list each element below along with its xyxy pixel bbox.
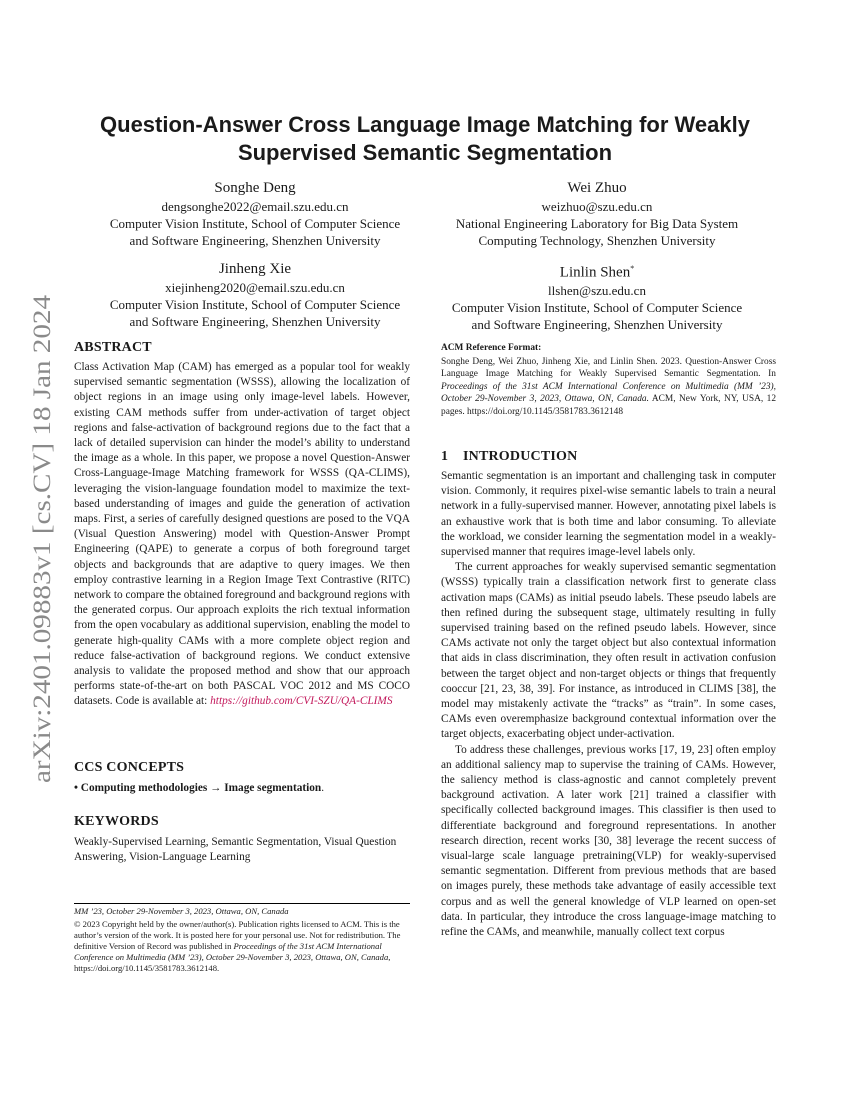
author-affiliation-line-2: and Software Engineering, Shenzhen University [471,317,723,333]
ccs-item: Computing methodologies [80,782,208,794]
paper-title: Question-Answer Cross Language Image Matching for Weakly Supervised Semantic Segmentation [100,112,750,165]
footnote-doi: , https://doi.org/10.1145/3581783.3612148. [74,952,391,973]
footnote-venue: MM ’23, October 29-November 3, 2023, Ottawa, ON, Canada [74,906,289,916]
ccs-arrow: → [210,782,222,794]
intro-paragraph-3: To address these challenges, previous works [17, 19, 23] often employ an additional saliency map to supervise the training of CAMs. However, the saliency method is class-agnostic and cannot completely prevent background activation. A later work [21] trained a classifier with specifically collected background images. This classifier is then used to differentiate background and foreground representations. In another research direction, recent works [30, 38] leverage the recent success of visual-large scale language pretraining(VLP) for weakly-supervised semantic segmentation. Different from previous methods that are based on images purely, these methods take advantage of easily accessible text corpus and as well the general knowledge of VLP learned on open-set data. In particular, they introduce the cross language-image matching to refine the CAMs, and meanwhile, manually collect text corpus [441,743,776,939]
author-name: Linlin Shen [559,264,631,281]
code-link[interactable]: https://github.com/CVI-SZU/QA-CLIMS [210,695,393,708]
author-affiliation-line-2: and Software Engineering, Shenzhen University [129,314,381,329]
footnote-proceedings: Proceedings of the 31st ACM International Conference on Multimedia (MM ’23), October 29-November 3, 2023, Ottawa, ON, Canada [74,941,389,962]
acm-reference [441,343,776,418]
acm-reference-citation: Songhe Deng, Wei Zhuo, Jinheng Xie, and Linlin Shen. 2023. Question-Answer Cross Language Image Matching for Weakly Supervised Semantic Segmentation. In [441,357,776,380]
ccs-end: . [321,782,325,794]
acm-reference-proceedings: Proceedings of the 31st ACM International Conference on Multimedia (MM ’23), October 29-November 3, 2023, Ottawa, ON, Canada. [441,381,776,405]
abstract-section [74,339,410,710]
ccs-bullet: • [74,782,78,794]
intro-paragraph-2: The current approaches for weakly supervised semantic segmentation (WSSS) typically train a classification network first to generate class activation maps (CAMs) as initial pseudo labels. These pseudo labels are then refined during the subsequent stage, ultimately resulting in fully supervised training based on the refined pseudo labels. However, since CAMs activate not only the target object but also contextual information that aids in class discrimination, they often result in activation confusion between the target object and non-target objects or things that frequently cooccur [21, 23, 38, 39]. For instance, as introduced in CLIMS [38], the model may mistakenly activate the “tracks” as “train”. In some cases, CAMs even overemphasize background contextual information over the target objects, exacerbating object under-activation. [441,561,776,741]
arxiv-stamp [14,295,62,785]
author-email: dengsonghe2022@email.szu.edu.cn [161,199,349,214]
author-email: llshen@szu.edu.cn [548,283,646,299]
corresponding-author-mark: * [630,264,635,273]
author-name: Jinheng Xie [218,261,292,277]
author-name: Songhe Deng [214,180,296,196]
acm-reference-heading: ACM Reference Format: [441,343,542,353]
author-affiliation-line-2: and Software Engineering, Shenzhen University [129,233,381,248]
arxiv-stamp-text: arXiv:2401.09883v1 [cs.CV] 18 Jan 2024 [27,355,56,783]
author-block-2 [430,179,764,249]
keywords-section [74,813,410,865]
author-affiliation-line-1: National Engineering Laboratory for Big Data System [455,216,739,231]
author-name: Wei Zhuo [567,180,627,196]
abstract-heading: ABSTRACT [74,340,152,355]
ccs-subitem: Image segmentation [224,782,322,794]
author-block-1 [88,179,422,249]
footnote [74,906,410,974]
abstract-body: Class Activation Map (CAM) has emerged as a popular tool for weakly supervised semantic segmentation (WSSS), allowing the localization of object regions in an image using only image-level labels. However, existing CAM methods suffer from under-activation of target object regions and false-activation of background regions due to the fact that a lack of detailed supervision can hinder the model’s ability to understand the image as a whole. In this paper, we propose a novel Question-Answer Cross-Language-Image Matching framework for WSSS (QA-CLIMS), leveraging the vision-language foundation model to maximize the text-based understanding of images and guide the generation of activation maps. First, a series of carefully designed questions are posed to the VQA (Visual Question Answering) model with Question-Answer Prompt Engineering (QAPE) to generate a corpus of both foreground target objects and backgrounds that are adaptive to query images. We then employ contrastive learning in a Region Image Text Contrastive (RITC) network to compare the obtained foreground and background regions with the generated corpus. Our approach exploits the rich textual information from the open vocabulary as additional supervision, enabling the model to generate high-quality CAMs with a more complete object region and reduce false-activation of background regions. We conduct extensive analysis to validate the proposed method and show that our approach performs state-of-the-art on both PASCAL VOC 2012 and MS COCO datasets. Code is available at: [74,361,410,708]
acm-reference-text [441,356,776,418]
author-affiliation-line-2: Computing Technology, Shenzhen University [478,233,716,248]
ccs-section [74,759,410,796]
author-block-3 [88,260,422,330]
author-affiliation-line-1: Computer Vision Institute, School of Computer Science [109,216,401,231]
intro-paragraph-1: Semantic segmentation is an important and challenging task in computer vision. Commonly, it requires pixel-wise semantic labels to train a neural network in a fully-supervised manner. However, annotating pixel labels is an exhaustive work that is both time and labor consuming. To alleviate the workload, we consider learning the segmentation model in a weakly-supervised manner that requires image-level labels only. [441,470,776,559]
footnote-rule [74,903,410,904]
acm-reference-publisher: ACM, New York, NY, USA, 12 pages. https://doi.org/10.1145/3581783.3612148 [441,394,777,417]
introduction-heading: 1 INTRODUCTION [441,449,578,464]
author-email: xiejinheng2020@email.szu.edu.cn [165,280,345,295]
footnote-copyright [74,919,410,974]
introduction-section [441,448,776,940]
author-affiliation-line-1: Computer Vision Institute, School of Computer Science [451,300,743,316]
author-email: weizhuo@szu.edu.cn [541,199,653,214]
author-block-4 [430,260,764,333]
abstract-text [74,360,410,710]
ccs-text [74,781,410,796]
keywords-text: Weakly-Supervised Learning, Semantic Segmentation, Visual Question Answering, Vision-Language Learning [74,836,397,864]
ccs-heading: CCS CONCEPTS [74,760,185,775]
footnote-copyright-text: © 2023 Copyright held by the owner/author(s). Publication rights licensed to ACM. This is the author’s version of the work. It is posted here for your personal use. Not for redistribution. The definitive Version of Record was published in [74,919,401,951]
author-affiliation-line-1: Computer Vision Institute, School of Computer Science [109,297,401,312]
keywords-heading: KEYWORDS [74,814,159,829]
